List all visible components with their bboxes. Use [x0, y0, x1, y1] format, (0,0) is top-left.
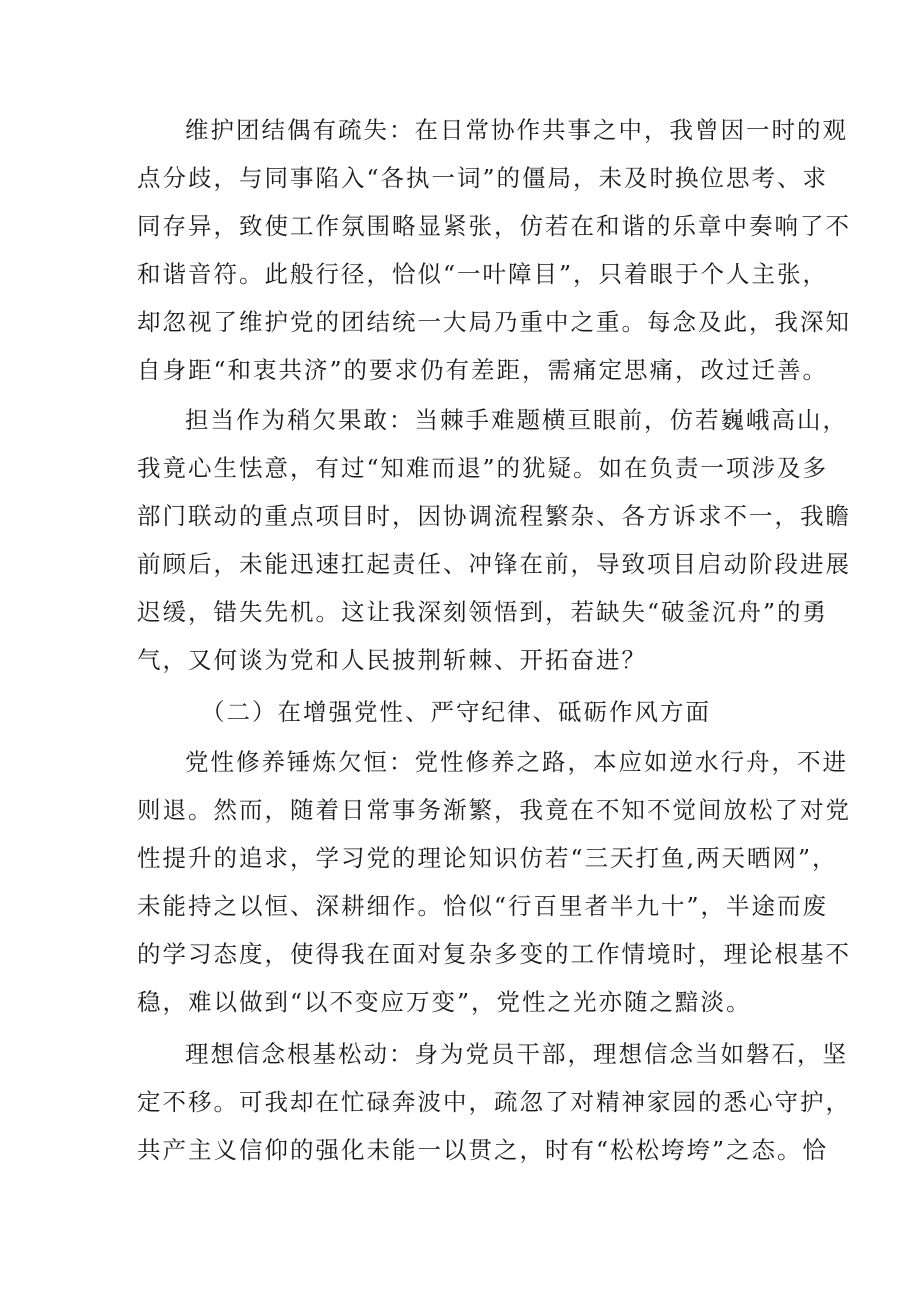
- text-line: 迟缓，错失先机。这让我深刻领悟到，若缺失“破釜沉舟”的勇: [137, 598, 829, 626]
- text-line: 稳，难以做到“以不变应万变”，党性之光亦随之黯淡。: [137, 988, 752, 1016]
- text-line: 维护团结偶有疏失：在日常协作共事之中，我曾因一时的观: [185, 116, 848, 144]
- text-line: 自身距“和衷共济”的要求仍有差距，需痛定思痛，改过迁善。: [137, 356, 829, 384]
- text-line: 理想信念根基松动：身为党员干部，理想信念当如磐石，坚: [185, 1040, 848, 1068]
- text-line: 未能持之以恒、深耕细作。恰似“行百里者半九十”，半途而废: [137, 892, 829, 920]
- text-line: 同存异，致使工作氛围略显紧张，仿若在和谐的乐章中奏响了不: [137, 212, 851, 240]
- text-line: 共产主义信仰的强化未能一以贯之，时有“松松垮垮”之态。恰: [137, 1136, 829, 1164]
- text-line: 定不移。可我却在忙碌奔波中，疏忽了对精神家园的悉心守护，: [137, 1088, 851, 1116]
- section-heading: （二）在增强党性、严守纪律、砥砺作风方面: [201, 698, 711, 726]
- text-line: 则退。然而，随着日常事务渐繁，我竟在不知不觉间放松了对党: [137, 796, 851, 824]
- text-line: 点分歧，与同事陷入“各执一词”的僵局，未及时换位思考、求: [137, 164, 829, 192]
- text-line: 和谐音符。此般行径，恰似“一叶障目”，只着眼于个人主张，: [137, 260, 829, 288]
- text-line: 部门联动的重点项目时，因协调流程繁杂、各方诉求不一，我瞻: [137, 502, 851, 530]
- text-line: 性提升的追求，学习党的理论知识仿若“三天打鱼,两天晒网”，: [137, 844, 838, 872]
- text-line: 担当作为稍欠果敢：当棘手难题横亘眼前，仿若巍峨高山，: [185, 406, 848, 434]
- text-line: 气，又何谈为党和人民披荆斩棘、开拓奋进？: [137, 646, 647, 674]
- text-line: 党性修养锤炼欠恒：党性修养之路，本应如逆水行舟，不进: [185, 748, 848, 776]
- text-line: 却忽视了维护党的团结统一大局乃重中之重。每念及此，我深知: [137, 308, 851, 336]
- text-line: 前顾后，未能迅速扛起责任、冲锋在前，导致项目启动阶段进展: [137, 550, 851, 578]
- text-line: 的学习态度，使得我在面对复杂多变的工作情境时，理论根基不: [137, 940, 851, 968]
- text-line: 我竟心生怯意，有过“知难而退”的犹疑。如在负责一项涉及多: [137, 454, 829, 482]
